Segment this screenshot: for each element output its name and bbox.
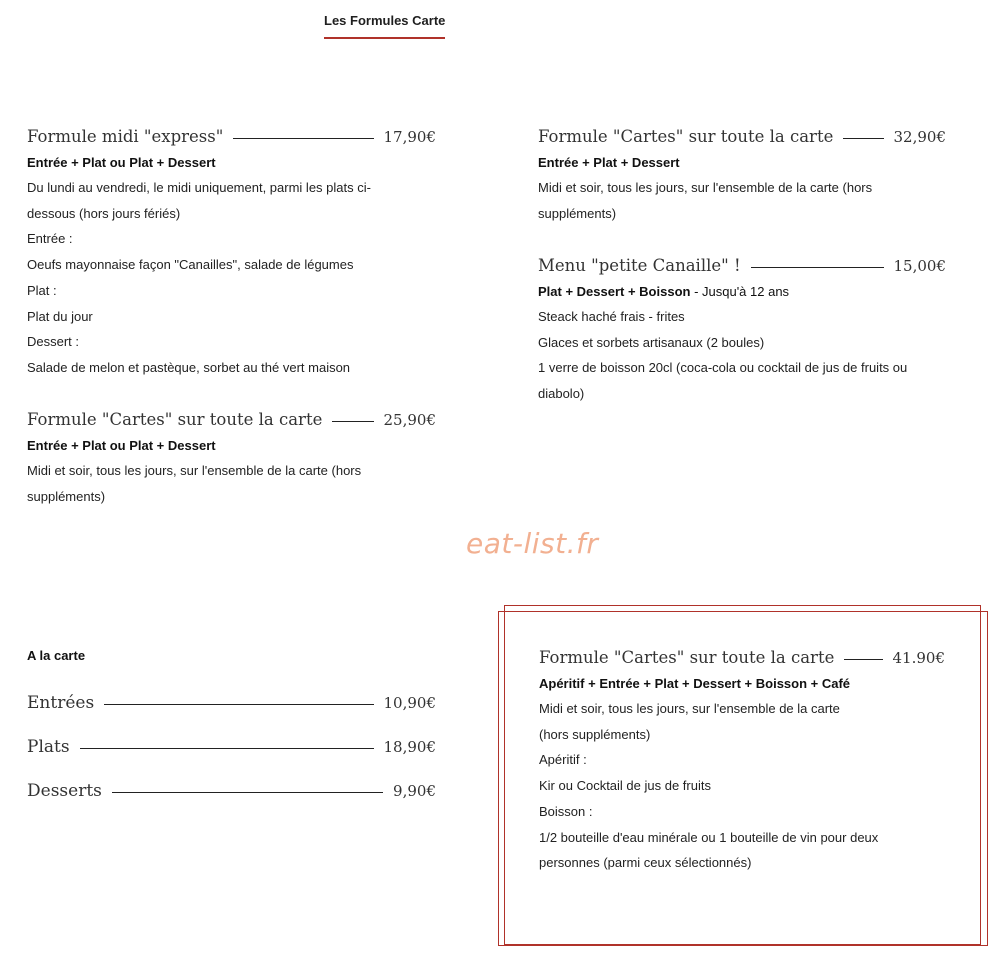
carte-title-row — [27, 691, 436, 715]
formule-line: 1/2 bouteille d'eau minérale ou 1 bouteille de vin pour deux — [539, 829, 879, 845]
carte-row-entrees — [27, 691, 436, 715]
formule-line: suppléments) — [538, 205, 617, 221]
formule-price: 25,90€ — [383, 411, 436, 429]
carte-row-plats — [27, 735, 436, 759]
formule-line: Plat du jour — [27, 308, 93, 324]
formule-line: Du lundi au vendredi, le midi uniquement, parmi les plats ci- — [27, 180, 371, 195]
carte-label: Entrées — [27, 693, 95, 713]
formule-line: Midi et soir, tous les jours, sur l'ensemble de la carte (hors — [27, 463, 362, 478]
carte-label: Plats — [27, 737, 70, 757]
dotted-leader — [844, 659, 882, 660]
formule-title: Formule "Cartes" sur toute la carte — [539, 648, 835, 667]
carte-price: 9,90€ — [393, 782, 436, 800]
dotted-leader — [80, 748, 374, 749]
formule-title: Formule "Cartes" sur toute la carte — [27, 410, 323, 429]
formule-line: Steack haché frais - frites — [538, 309, 685, 324]
formule-line: Glaces et sorbets artisanaux (2 boules) — [538, 334, 765, 350]
formule-title: Formule "Cartes" sur toute la carte — [538, 127, 834, 146]
dotted-leader — [843, 138, 883, 139]
formule-subtitle-age: - Jusqu'à 12 ans — [690, 284, 790, 299]
formule-subtitle — [538, 280, 946, 304]
formule-subtitle-bold: Plat + Dessert + Boisson — [538, 284, 691, 299]
dotted-leader — [332, 421, 373, 422]
carte-price: 10,90€ — [383, 694, 436, 712]
formule-line: diabolo) — [538, 386, 585, 402]
formule-cartes-32 — [538, 125, 946, 226]
carte-title-row — [27, 779, 436, 803]
formule-title-row — [27, 125, 436, 149]
formule-subtitle: Entrée + Plat + Dessert — [538, 155, 680, 170]
carte-row-desserts — [27, 779, 436, 803]
formule-title: Menu "petite Canaille" ! — [538, 256, 741, 275]
formule-title-row — [538, 125, 946, 149]
dotted-leader — [112, 792, 383, 793]
formule-subtitle: Entrée + Plat ou Plat + Dessert — [27, 438, 216, 453]
formule-subtitle: Apéritif + Entrée + Plat + Dessert + Boisson + Café — [539, 676, 851, 691]
formule-line: Apéritif : — [539, 752, 587, 768]
tab-les-formules-carte[interactable]: Les Formules Carte — [324, 13, 445, 39]
formule-line: Midi et soir, tous les jours, sur l'ensemble de la carte — [539, 701, 840, 716]
formule-line: Plat : — [27, 282, 57, 298]
formule-line: Dessert : — [27, 334, 80, 350]
formule-price: 17,90€ — [383, 128, 436, 146]
formule-cartes-25 — [27, 408, 436, 509]
formule-title-row — [538, 254, 946, 278]
formule-line: Boisson : — [539, 803, 593, 819]
formule-line: Entrée : — [27, 231, 73, 247]
formule-line: dessous (hors jours fériés) — [27, 205, 181, 221]
formule-line: personnes (parmi ceux sélectionnés) — [539, 855, 752, 871]
formule-line: Kir ou Cocktail de jus de fruits — [539, 778, 711, 794]
formule-midi-express — [27, 125, 436, 381]
menu-petite-canaille — [538, 254, 946, 407]
formule-title: Formule midi "express" — [27, 127, 224, 146]
formule-line: 1 verre de boisson 20cl (coca-cola ou cocktail de jus de fruits ou — [538, 360, 908, 376]
formule-line: Midi et soir, tous les jours, sur l'ensemble de la carte (hors — [538, 180, 873, 195]
formule-line: Salade de melon et pastèque, sorbet au thé vert maison — [27, 359, 351, 375]
formule-price: 15,00€ — [893, 257, 946, 275]
formule-price: 41.90€ — [892, 649, 945, 667]
formule-title-row — [27, 408, 436, 432]
formule-line: (hors suppléments) — [539, 726, 651, 742]
dotted-leader — [233, 138, 373, 139]
formule-title-row — [539, 646, 945, 670]
dotted-leader — [104, 704, 373, 705]
carte-label: Desserts — [27, 781, 102, 801]
carte-price: 18,90€ — [383, 738, 436, 756]
watermark: eat-list.fr — [466, 527, 599, 560]
formule-line: suppléments) — [27, 488, 106, 504]
formule-line: Oeufs mayonnaise façon "Canailles", salade de légumes — [27, 257, 354, 273]
dotted-leader — [751, 267, 884, 268]
formule-price: 32,90€ — [893, 128, 946, 146]
formule-subtitle: Entrée + Plat ou Plat + Dessert — [27, 155, 216, 170]
a-la-carte-heading: A la carte — [27, 648, 86, 663]
carte-title-row — [27, 735, 436, 759]
formule-cartes-41 — [539, 646, 945, 876]
